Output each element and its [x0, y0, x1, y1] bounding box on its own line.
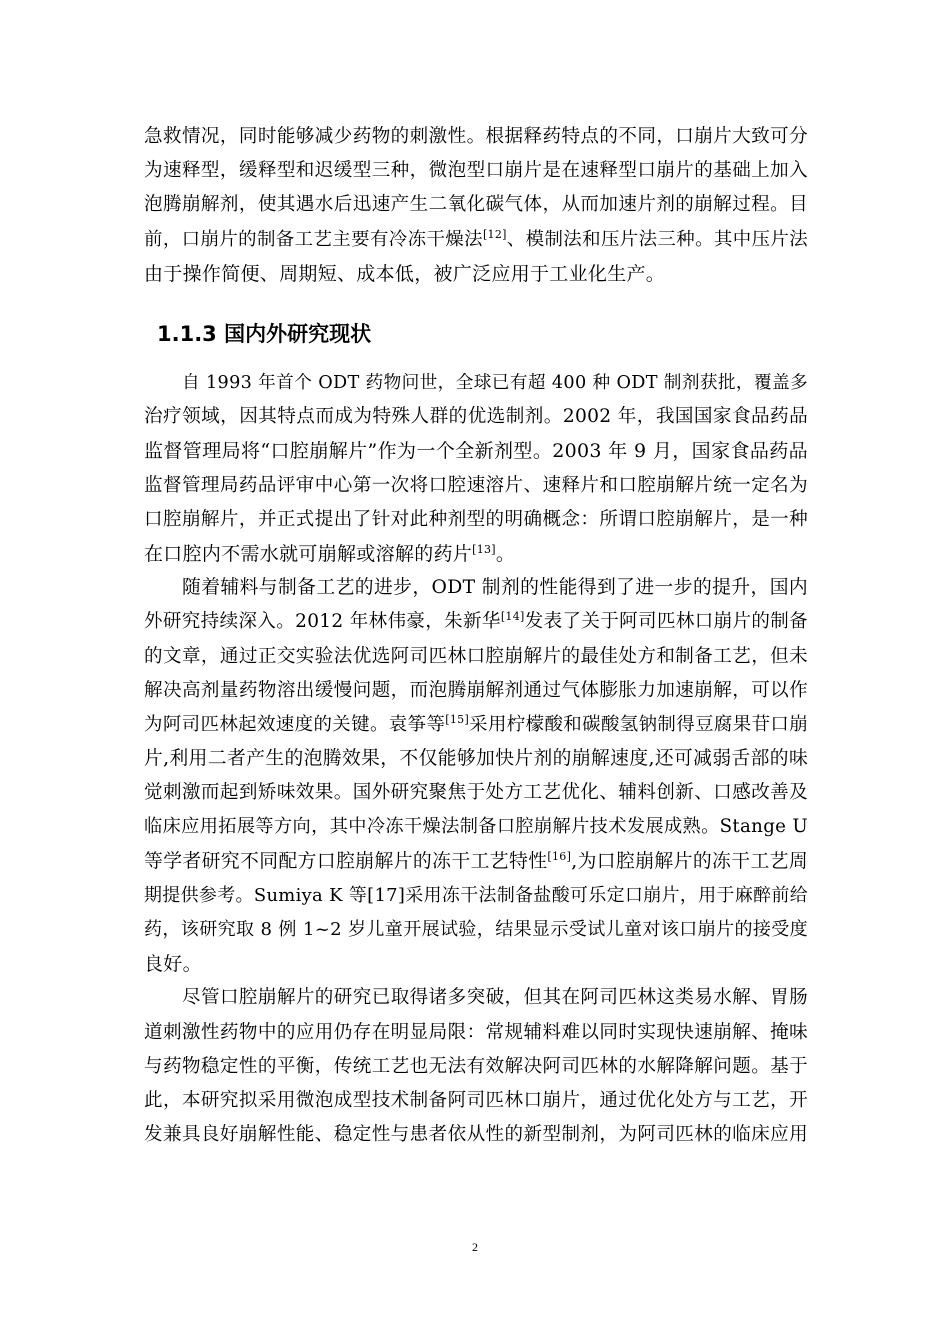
line-text: 采用柠檬酸和碳酸氢钠制得豆腐果苷口崩: [469, 713, 808, 735]
text-line: 解决高剂量药物溶出缓慢问题，而泡腾崩解剂通过气体膨胀力加速崩解，可以作: [144, 679, 808, 701]
text-line: 道刺激性药物中的应用仍存在明显局限：常规辅料难以同时实现快速崩解、掩味: [144, 1021, 808, 1043]
line-text: 前，口崩片的制备工艺主要有冷冻干燥法: [144, 228, 483, 250]
text-line: 急救情况，同时能够减少药物的刺激性。根据释药特点的不同，口崩片大致可分: [144, 126, 808, 147]
page-number: 2: [472, 1240, 478, 1254]
text-line: [144, 537, 808, 571]
text-line: 治疗领域，因其特点而成为特殊人群的优选制剂。2002 年，我国国家食品药品: [144, 406, 808, 428]
line-text: ,为口腔崩解片的冻干工艺周: [571, 850, 808, 872]
text-line: 口腔崩解片，并正式提出了针对此种剂型的明确概念：所谓口腔崩解片，是一种: [144, 508, 808, 530]
text-line: 发兼具良好崩解性能、稳定性与患者依从性的新型制剂，为阿司匹林的临床应用: [144, 1124, 808, 1146]
text-line: 泡腾崩解剂，使其遇水后迅速产生二氧化碳气体，从而加速片剂的崩解过程。目: [144, 194, 808, 216]
text-line: 药，该研究取 8 例 1~2 岁儿童开展试验，结果显示受试儿童对该口崩片的接受度: [144, 919, 808, 940]
line-text: 为阿司匹林起效速度的关键。袁筝等: [144, 713, 446, 735]
paragraph-research-status: [144, 366, 808, 1152]
citation-15: [15]: [445, 712, 470, 726]
text-line: 监督管理局将“口腔崩解片”作为一个全新剂型。2003 年 9 月，国家食品药品: [144, 440, 808, 463]
citation-14: [14]: [500, 610, 525, 624]
text-line: 由于操作简便、周期短、成本低，被广泛应用于工业化生产。: [144, 262, 666, 285]
text-line: 与药物稳定性的平衡，传统工艺也无法有效解决阿司匹林的水解降解问题。基于: [144, 1055, 808, 1077]
line-text: 、模制法和压片法三种。其中压片法: [506, 228, 808, 250]
text-line: 良好。: [144, 953, 202, 976]
text-line: [144, 845, 808, 879]
text-line: 尽管口腔崩解片的研究已取得诸多突破，但其在阿司匹林这类易水解、胃肠: [182, 987, 808, 1009]
text-line: [144, 223, 808, 257]
text-line: 随着辅料与制备工艺的进步，ODT 制剂的性能得到了进一步的提升，国内: [182, 577, 808, 599]
citation-13: [13]: [472, 542, 496, 556]
text-line: 的文章，通过正交实验法优选阿司匹林口腔崩解片的最佳处方和制备工艺，但未: [144, 645, 808, 667]
text-line: 此，本研究拟采用微泡成型技术制备阿司匹林口崩片，通过优化处方与工艺，开: [144, 1089, 808, 1111]
paragraph-continued: [144, 120, 808, 291]
line-text: 发表了关于阿司匹林口崩片的制备: [524, 611, 808, 633]
text-line: 为速释型，缓释型和迟缓型三种，微泡型口崩片是在速释型口崩片的基础上加入: [144, 160, 808, 182]
line-text: 在口腔内不需水就可崩解或溶解的药片: [144, 542, 473, 565]
section-heading: 1.1.3 国内外研究现状: [157, 322, 372, 346]
text-line: 片,利用二者产生的泡腾效果，不仅能够加快片剂的崩解速度,还可减弱舌部的味: [144, 748, 808, 770]
text-line: 自 1993 年首个 ODT 药物问世，全球已有超 400 种 ODT 制剂获批，覆盖多: [182, 373, 808, 393]
citation-16: [16]: [547, 849, 572, 863]
text-line: 监督管理局药品评审中心第一次将口腔速溶片、速释片和口腔崩解片统一定名为: [144, 474, 808, 496]
line-text: 等学者研究不同配方口腔崩解片的冻干工艺特性: [144, 850, 548, 872]
citation-12: [12]: [482, 227, 507, 241]
text-line: 觉刺激而起到矫味效果。国外研究聚焦于处方工艺优化、辅料创新、口感改善及: [144, 782, 808, 804]
text-line: 期提供参考。Sumiya K 等[17]采用冻干法制备盐酸可乐定口崩片，用于麻醉前给: [144, 884, 808, 906]
text-line: 临床应用拓展等方向，其中冷冻干燥法制备口腔崩解片技术发展成熟。Stange U: [144, 816, 808, 838]
text-line: [144, 708, 808, 742]
line-text: 。: [495, 542, 516, 565]
text-line: [144, 605, 808, 639]
line-text: 外研究持续深入。2012 年林伟豪，朱新华: [144, 611, 501, 633]
